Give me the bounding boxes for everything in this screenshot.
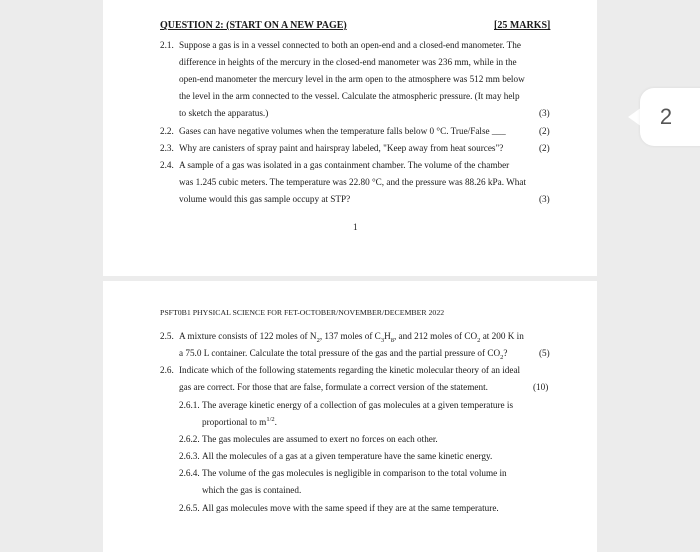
q26-mark: (10) (533, 382, 549, 392)
question-total-marks: [25 MARKS] (494, 20, 551, 31)
page-indicator-badge[interactable] (640, 88, 700, 146)
q265-number: 2.6.5. (179, 503, 200, 513)
q23-text: Why are canisters of spray paint and hairspray labeled, "Keep away from heat sources"? (179, 143, 504, 153)
q24-line: A sample of a gas was isolated in a gas containment chamber. The volume of the chamber (179, 160, 510, 170)
q25-mark: (5) (539, 348, 550, 358)
q23-mark: (2) (539, 143, 550, 153)
q262-line: The gas molecules are assumed to exert no forces on each other. (202, 434, 438, 444)
running-header: PSFT0B1 PHYSICAL SCIENCE FOR FET-OCTOBER/NOVEMBER/DECEMBER 2022 (160, 308, 445, 317)
q21-line: to sketch the apparatus.) (179, 108, 269, 118)
page-indicator-number: 2 (659, 104, 673, 129)
q261-line-2: proportional to $m^{1/2}$. (202, 415, 277, 427)
q22-number: 2.2. (160, 126, 174, 136)
q21-line: the level in the arm connected to the vessel. Calculate the atmospheric pressure. (It may help (179, 91, 520, 101)
document-page-2 (103, 281, 597, 552)
q25-line-2: a 75.0 L container. Calculate the total pressure of the gas and the partial pressure of $CO_2$? (179, 348, 508, 361)
q22-text: Gases can have negative volumes when the temperature falls below 0 °C. True/False ___ (179, 126, 506, 136)
q24-mark: (3) (539, 194, 550, 204)
document-page-1 (103, 0, 597, 276)
page-number: 1 (353, 222, 358, 232)
q264-line: The volume of the gas molecules is negligible in comparison to the total volume in (202, 468, 507, 478)
q23-number: 2.3. (160, 143, 174, 153)
q261-line: The average kinetic energy of a collection of gas molecules at a given temperature is (202, 400, 514, 410)
question-heading: QUESTION 2: (START ON A NEW PAGE) (160, 20, 347, 31)
q263-number: 2.6.3. (179, 451, 200, 461)
q21-line: difference in heights of the mercury in the closed-end manometer was 236 mm, while in the (179, 57, 517, 67)
q21-mark: (3) (539, 108, 550, 118)
q264-line: which the gas is contained. (202, 485, 302, 495)
q265-line: All gas molecules move with the same speed if they are at the same temperature. (202, 503, 499, 513)
q264-number: 2.6.4. (179, 468, 200, 478)
q262-number: 2.6.2. (179, 434, 200, 444)
q26-line: gas are correct. For those that are false, formulate a correct version of the statement. (179, 382, 488, 392)
q24-number: 2.4. (160, 160, 174, 170)
q24-line: was 1.245 cubic meters. The temperature was 22.80 °C, and the pressure was 88.26 kPa. What (179, 177, 527, 187)
q26-number: 2.6. (160, 365, 174, 375)
q25-line-1: A mixture consists of 122 moles of $N_2$, 137 moles of $C_3H_8$, and 212 moles of $CO_2$ at 200 K in (179, 331, 524, 344)
q261-number: 2.6.1. (179, 400, 200, 410)
q25-number: 2.5. (160, 331, 174, 341)
q22-mark: (2) (539, 126, 550, 136)
q26-line: Indicate which of the following statements regarding the kinetic molecular theory of an ideal (179, 365, 521, 375)
q24-line: volume would this gas sample occupy at STP? (179, 194, 351, 204)
q21-line: Suppose a gas is in a vessel connected to both an open-end and a closed-end manometer. The (179, 40, 521, 50)
q263-line: All the molecules of a gas at a given temperature have the same kinetic energy. (202, 451, 493, 461)
q21-number: 2.1. (160, 40, 174, 50)
q21-line: open-end manometer the mercury level in the arm open to the atmosphere was 512 mm below (179, 74, 525, 84)
